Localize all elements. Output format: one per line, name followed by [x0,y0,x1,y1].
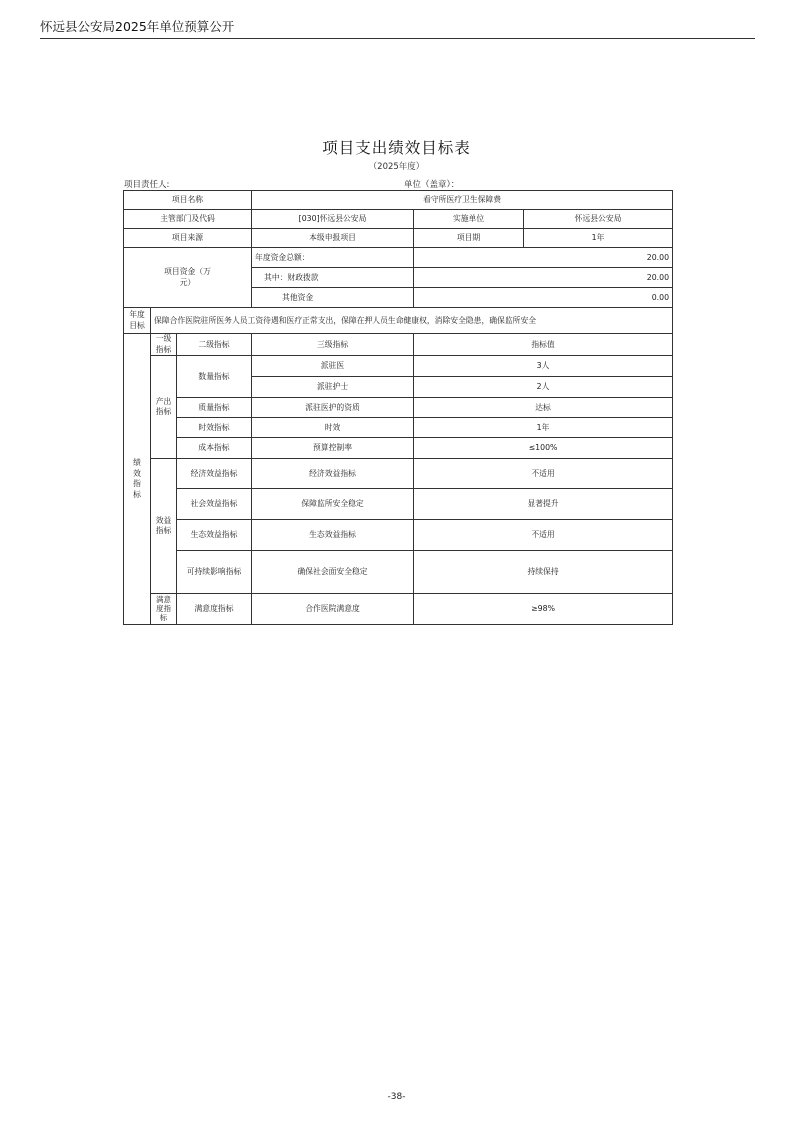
table-row [124,398,673,418]
dept-label: 主管部门及代码 [124,210,252,229]
eco-item: 生态效益指标 [252,520,414,551]
sustain-value: 持续保持 [414,551,673,594]
qty-value-2: 2人 [414,377,673,398]
funds-total-label: 年度资金总额： [252,248,414,268]
col-value-header: 指标值 [414,334,673,356]
qty-value-1: 3人 [414,356,673,377]
perf-indicator-label-text: 绩效指标 [133,457,141,499]
satisfaction-indicator-label [151,594,177,625]
table-row [124,248,673,268]
table-row [124,356,673,377]
performance-target-table [123,190,673,625]
table-row [124,594,673,625]
page-number: -38- [387,1092,406,1102]
project-name-value: 看守所医疗卫生保障费 [252,191,673,210]
period-label: 项目期 [414,229,524,248]
document-year: （2025年度） [368,162,425,172]
econ-item: 经济效益指标 [252,459,414,489]
output-indicator-label-text: 产出指标 [155,396,172,417]
table-row [124,489,673,520]
sat-item: 合作医院满意度 [252,594,414,625]
qty-item-1: 派驻医 [252,356,414,377]
social-indicator-label: 社会效益指标 [177,489,252,520]
table-row [124,520,673,551]
impl-unit-label: 实施单位 [414,210,524,229]
funds-other-label: 其他资金 [252,288,414,308]
document-title: 项目支出绩效目标表 [322,139,471,157]
responsible-person-label: 项目责任人: [124,180,170,190]
time-item: 时效 [252,418,414,438]
sustain-item: 确保社会面安全稳定 [252,551,414,594]
annual-goal-label-text: 年度目标 [129,309,145,330]
header-title: 怀远县公安局2025年单位预算公开 [40,19,235,34]
funds-other-value: 0.00 [414,288,673,308]
table-row [124,418,673,438]
table-row [124,438,673,459]
period-value: 1年 [524,229,673,248]
quality-value: 达标 [414,398,673,418]
cost-item: 预算控制率 [252,438,414,459]
quality-item: 派驻医护的资质 [252,398,414,418]
funds-label-text: 项目资金（万元） [164,266,211,287]
annual-goal-label [124,308,151,334]
impl-unit-value: 怀远县公安局 [524,210,673,229]
col-level3-header: 三级指标 [252,334,414,356]
table-row [124,191,673,210]
sat-indicator-label: 满意度指标 [177,594,252,625]
output-indicator-label [151,356,177,459]
benefit-indicator-label [151,459,177,594]
cost-indicator-label: 成本指标 [177,438,252,459]
cost-value: ≤100% [414,438,673,459]
perf-indicator-label [124,334,151,625]
col-level1-header-text: 一级指标 [155,334,172,354]
dept-value: [030]怀远县公安局 [252,210,414,229]
benefit-indicator-label-text: 效益指标 [155,515,172,536]
social-item: 保障监所安全稳定 [252,489,414,520]
annual-goal-text: 保障合作医院驻所医务人员工资待遇和医疗正常支出，保障在押人员生命健康权，消除安全隐患，确保监所安全 [151,308,673,334]
source-value: 本级申报项目 [252,229,414,248]
header-divider [40,38,755,39]
time-value: 1年 [414,418,673,438]
eco-indicator-label: 生态效益指标 [177,520,252,551]
table-row [124,551,673,594]
sustain-indicator-label: 可持续影响指标 [177,551,252,594]
satisfaction-indicator-label-text: 满意度指标 [156,595,171,623]
funds-total-value: 20.00 [414,248,673,268]
qty-item-2: 派驻护士 [252,377,414,398]
table-row [124,308,673,334]
table-row [124,229,673,248]
funds-fiscal-label: 其中：财政拨款 [252,268,414,288]
econ-value: 不适用 [414,459,673,489]
sat-value: ≥98% [414,594,673,625]
col-level2-header: 二级指标 [177,334,252,356]
source-label: 项目来源 [124,229,252,248]
quality-indicator-label: 质量指标 [177,398,252,418]
qty-indicator-label: 数量指标 [177,356,252,398]
table-row [124,334,673,356]
time-indicator-label: 时效指标 [177,418,252,438]
social-value: 显著提升 [414,489,673,520]
econ-indicator-label: 经济效益指标 [177,459,252,489]
funds-label [124,248,252,308]
table-row [124,210,673,229]
table-row [124,459,673,489]
project-name-label: 项目名称 [124,191,252,210]
eco-value: 不适用 [414,520,673,551]
unit-seal-label: 单位（盖章）： [404,180,460,190]
col-level1-header [151,334,177,356]
funds-fiscal-value: 20.00 [414,268,673,288]
